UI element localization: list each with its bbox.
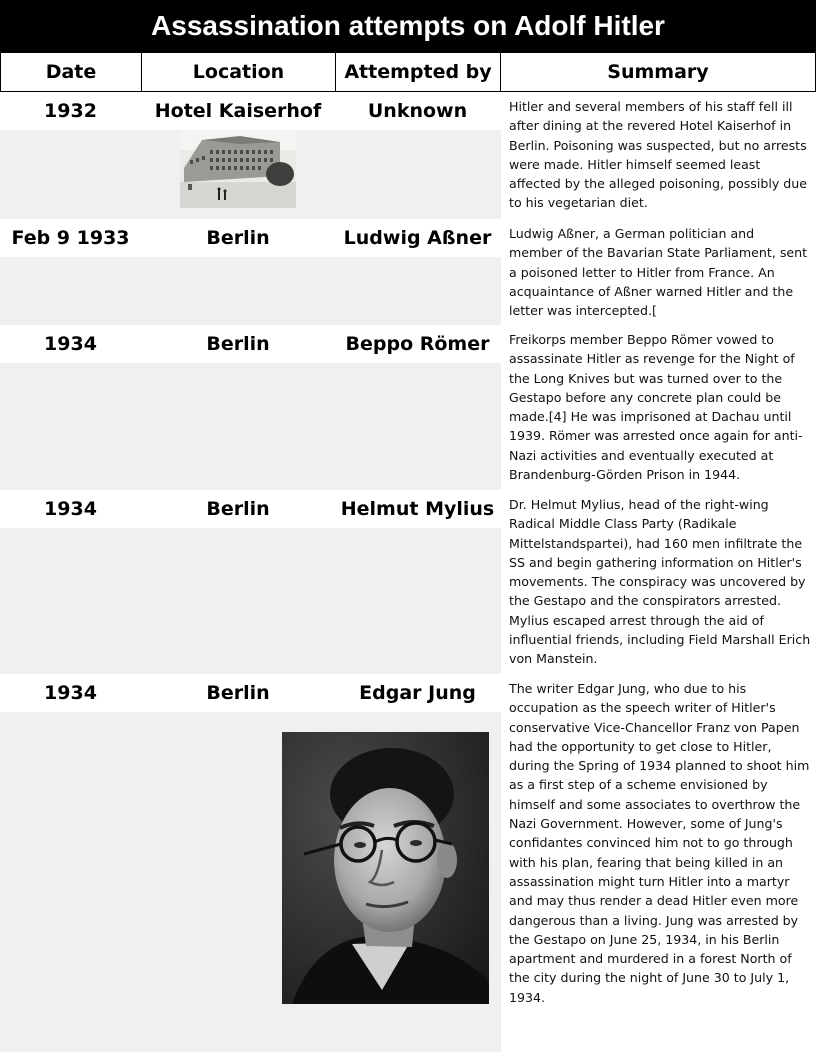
row-attempted-by: Beppo Römer bbox=[345, 333, 490, 355]
table-row bbox=[0, 490, 816, 674]
row-summary: The writer Edgar Jung, who due to his occupation as the speech writer of Hitler's conservative Vice-Chancellor Franz von Papen had the opportunity to get close to Hitler, during the Spring of 1934 planned to shoot him as a first step of a scheme envisioned by himself and some associates to overthrow the Nazi Government. However, some of Jung's confidantes convinced him not to go through with his plan, fearing that being killed in an assassination might turn Hitler into a martyr and may thus render a dead Hitler even more dangerous than a living. Jung was arrested by the Gestapo on June 25, 1934, in his Berlin apartment and murdered in a forest North of the city during the night of June 30 to July 1, 1934. bbox=[509, 681, 810, 1005]
column-header-attempted-by: Attempted by bbox=[336, 53, 501, 91]
table-row bbox=[0, 325, 816, 490]
row-location: Berlin bbox=[206, 333, 270, 355]
column-header-location: Location bbox=[142, 53, 336, 91]
row-date: 1932 bbox=[44, 100, 97, 122]
row-attempted-by: Ludwig Aßner bbox=[343, 227, 492, 249]
table-row bbox=[0, 92, 816, 219]
column-header-date: Date bbox=[1, 53, 142, 91]
edgar-jung-portrait bbox=[282, 732, 489, 1004]
row-date: 1934 bbox=[44, 682, 97, 704]
row-location: Hotel Kaiserhof bbox=[154, 100, 322, 122]
row-date: Feb 9 1933 bbox=[11, 227, 130, 249]
row-location: Berlin bbox=[206, 498, 270, 520]
page-title: Assassination attempts on Adolf Hitler bbox=[0, 0, 816, 52]
row-date: 1934 bbox=[44, 498, 97, 520]
row-attempted-by: Helmut Mylius bbox=[340, 498, 495, 520]
row-location: Berlin bbox=[206, 227, 270, 249]
table-row bbox=[0, 219, 816, 325]
column-header-summary: Summary bbox=[607, 61, 709, 83]
row-attempted-by: Unknown bbox=[367, 100, 468, 122]
row-summary: Ludwig Aßner, a German politician and member of the Bavarian State Parliament, sent a poisoned letter to Hitler from France. An acquaintance of Aßner warned Hitler and the letter was intercepted.[ bbox=[509, 226, 808, 319]
row-date: 1934 bbox=[44, 333, 97, 355]
table-header bbox=[0, 52, 816, 92]
row-summary: Hitler and several members of his staff fell ill after dining at the revered Hotel Kaiserhof in Berlin. Poisoning was suspected, but no arrests were made. Hitler himself seemed least affected by the alleged poisoning, possibly due to his vegetarian diet. bbox=[509, 99, 807, 211]
row-summary: Freikorps member Beppo Römer vowed to assassinate Hitler as revenge for the Night of the Long Knives but was turned over to the Gestapo before any concrete plan could be made.[4] He was imprisoned at Dachau until 1939. Römer was arrested once again for anti-Nazi activities and eventually executed at Brandenburg-Görden Prison in 1944. bbox=[509, 332, 803, 483]
row-summary: Dr. Helmut Mylius, head of the right-wing Radical Middle Class Party (Radikale Mittelstandspartei), had 160 men infiltrate the SS and begin gathering information on Hitler's movements. The conspiracy was uncovered by the Gestapo and the conspirators arrested. Mylius escaped arrest through the aid of influential friends, including Field Marshall Erich von Manstein. bbox=[509, 497, 811, 667]
row-location: Berlin bbox=[206, 682, 270, 704]
hotel-kaiserhof-photo bbox=[180, 130, 296, 208]
row-attempted-by: Edgar Jung bbox=[359, 682, 476, 704]
